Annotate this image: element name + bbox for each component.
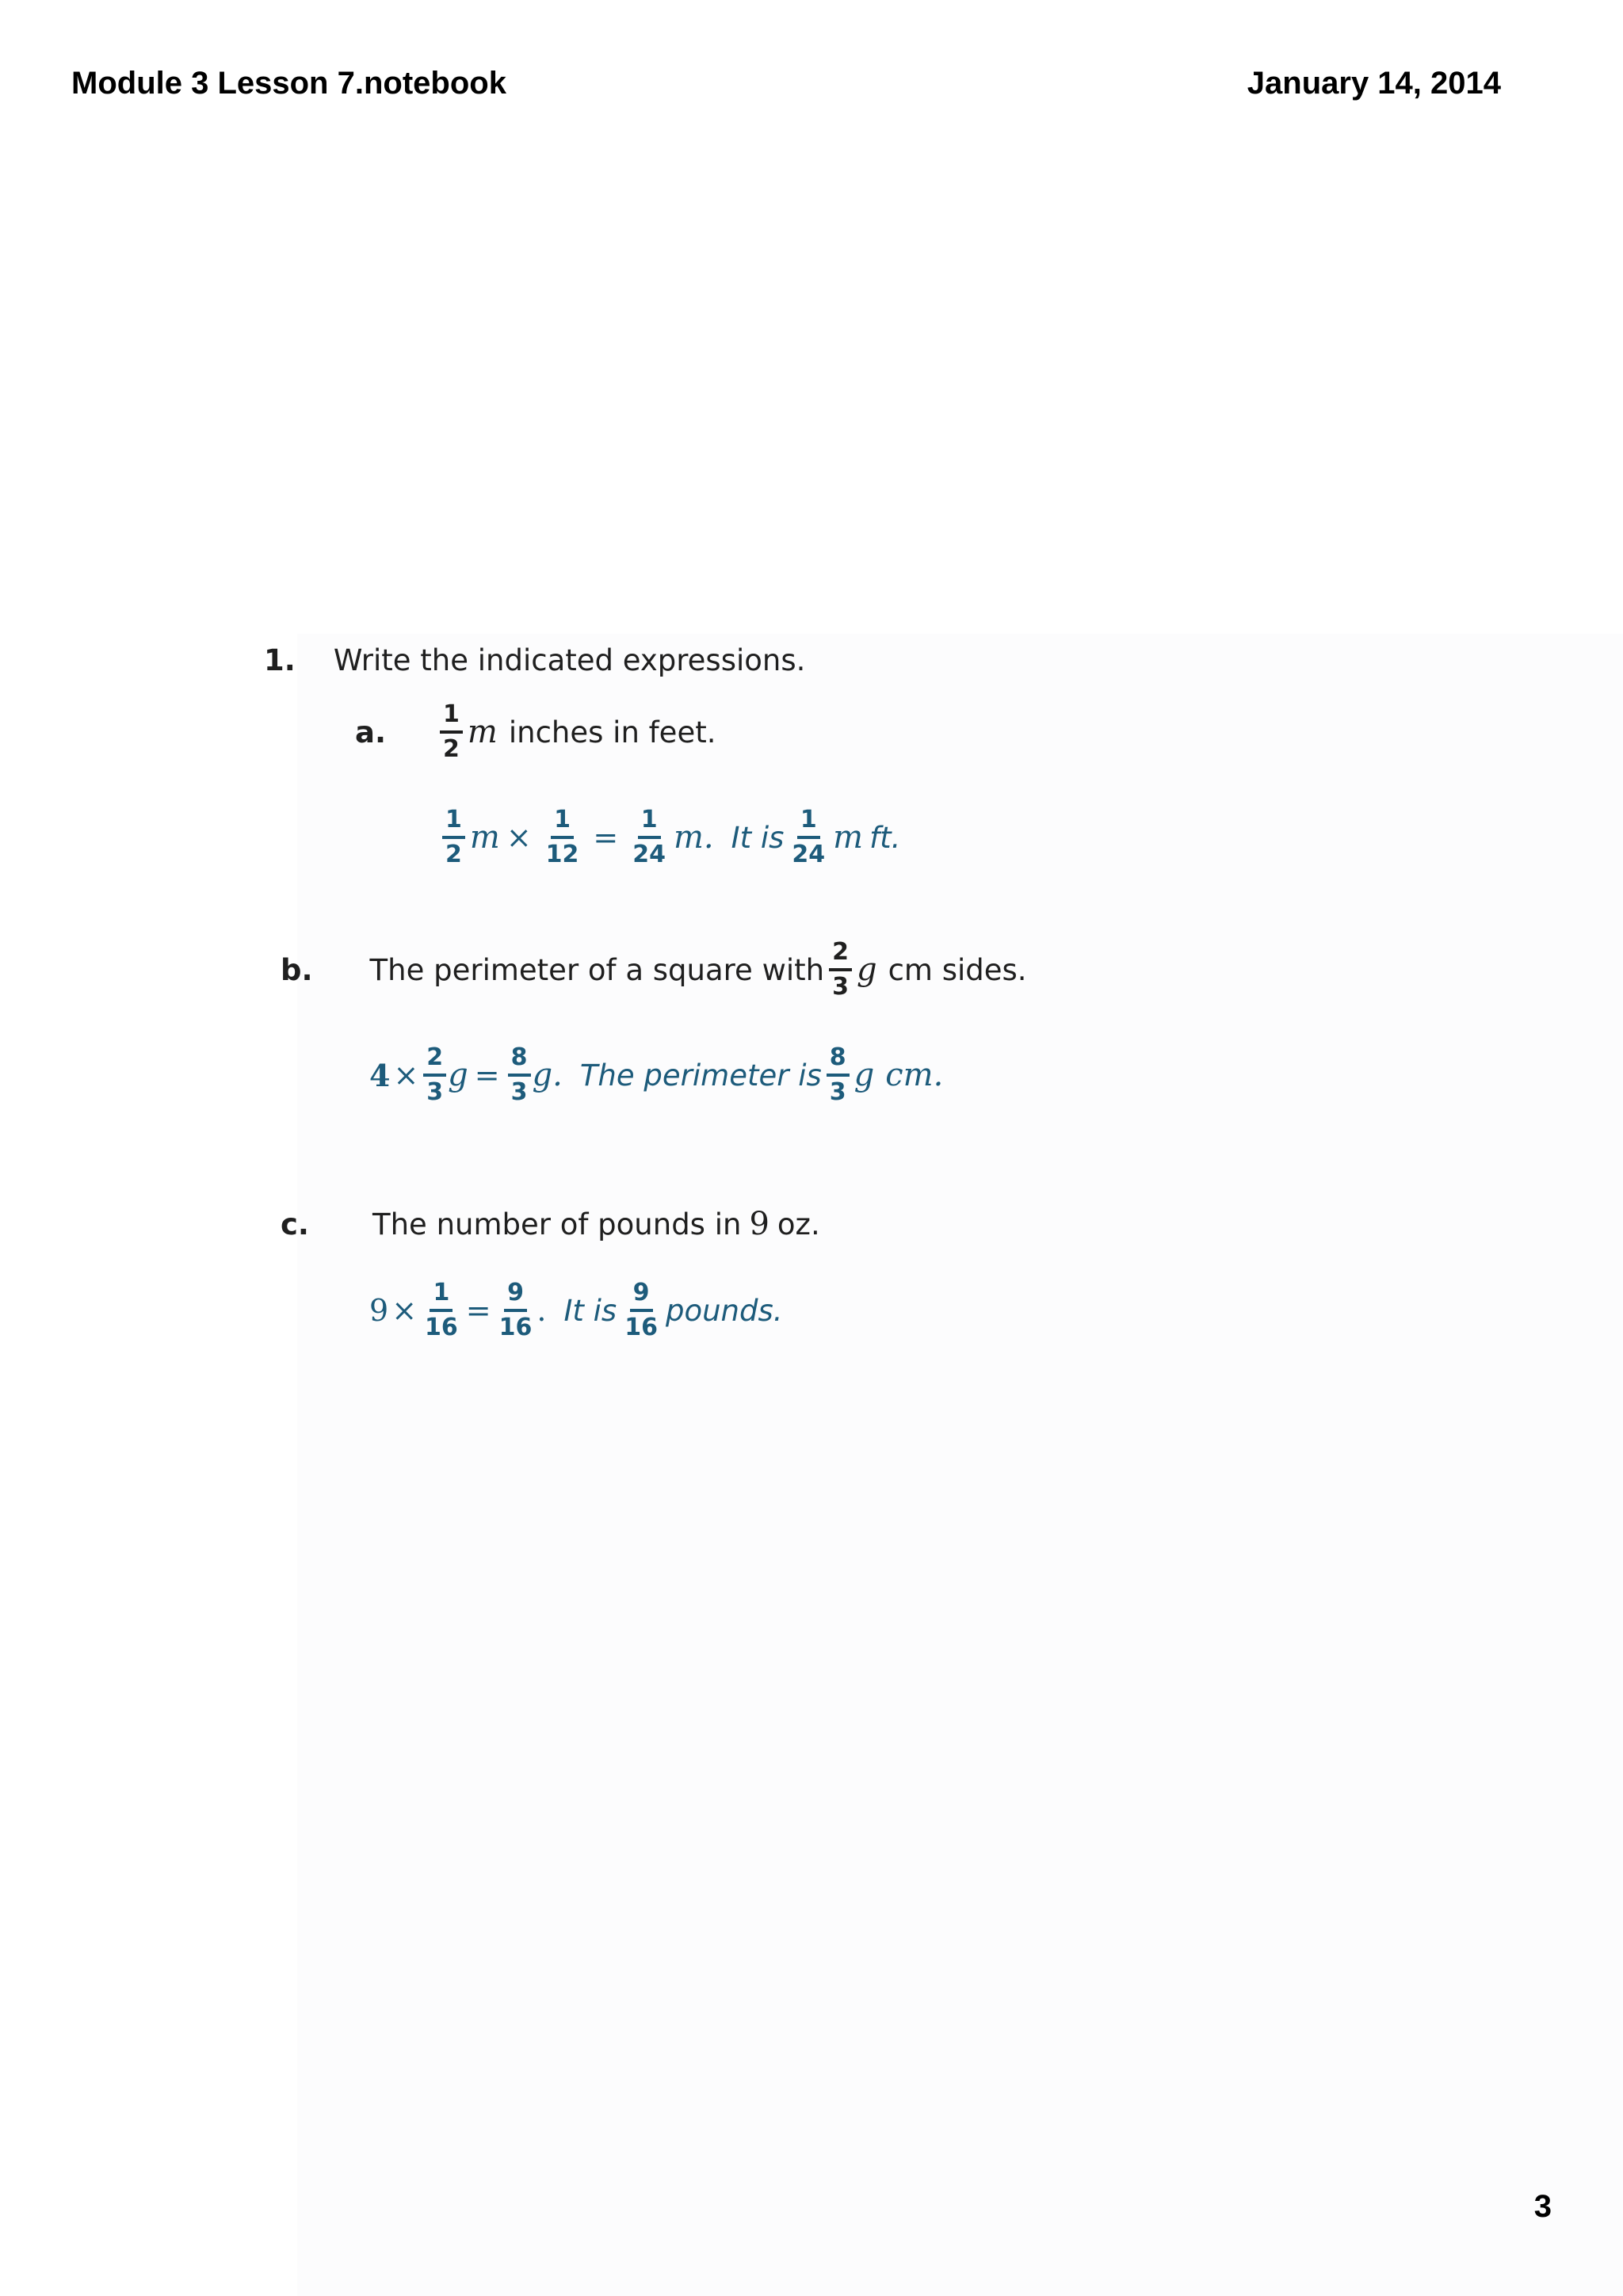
- variable: g: [448, 1057, 468, 1093]
- numerator: 8: [827, 1044, 850, 1077]
- variable: m.: [674, 819, 714, 856]
- fraction: [829, 939, 852, 1001]
- part-c-label: c.: [281, 1207, 309, 1241]
- numerator: 1: [551, 807, 574, 839]
- part-a-answer: [437, 807, 900, 868]
- fraction: [789, 807, 828, 868]
- numerator: 9: [504, 1280, 527, 1312]
- denominator: 16: [498, 1314, 533, 1341]
- denominator: 3: [829, 1078, 846, 1106]
- variable: m: [467, 714, 498, 750]
- part-c-answer: [369, 1280, 783, 1341]
- part-a-label: a.: [355, 715, 387, 749]
- denominator: 2: [443, 735, 460, 763]
- numerator: 2: [423, 1044, 446, 1077]
- problem-heading: [264, 643, 805, 677]
- fraction: [440, 701, 463, 763]
- numerator: 1: [440, 701, 463, 734]
- fraction: [543, 807, 582, 868]
- answer-text: It is: [731, 820, 785, 855]
- denominator: 3: [426, 1078, 444, 1106]
- equals-sign: =: [593, 820, 619, 855]
- notebook-title: Module 3 Lesson 7.notebook: [71, 66, 506, 101]
- part-a-prompt-text: inches in feet.: [508, 715, 716, 749]
- part-b-prompt-text: The perimeter of a square with: [369, 952, 825, 987]
- denominator: 16: [624, 1314, 658, 1341]
- denominator: 12: [545, 841, 579, 868]
- part-a-prompt: [355, 701, 716, 763]
- fraction: [621, 1280, 661, 1341]
- unit-text: pounds.: [665, 1293, 783, 1328]
- denominator: 2: [445, 841, 462, 868]
- fraction: [422, 1280, 461, 1341]
- denominator: 3: [510, 1078, 528, 1106]
- fraction: [629, 807, 669, 868]
- problem-instruction: Write the indicated expressions.: [333, 643, 806, 677]
- fraction: [496, 1280, 536, 1341]
- problem-number: 1.: [264, 643, 296, 677]
- part-b-answer: [369, 1044, 943, 1106]
- page-number: 3: [1533, 2189, 1552, 2224]
- unit-text: ft.: [869, 820, 901, 855]
- fraction: [423, 1044, 446, 1106]
- numerator: 1: [638, 807, 661, 839]
- part-c-prompt-tail: oz.: [777, 1207, 820, 1241]
- fraction: [508, 1044, 531, 1106]
- denominator: 24: [632, 841, 666, 868]
- leading-number: 9: [369, 1293, 389, 1328]
- numerator: 1: [430, 1280, 453, 1312]
- equals-sign: =: [474, 1058, 500, 1093]
- denominator: 3: [832, 973, 849, 1001]
- numerator: 1: [442, 807, 465, 839]
- fraction: [827, 1044, 850, 1106]
- numerator: 1: [797, 807, 820, 839]
- variable: m: [833, 819, 864, 856]
- variable: g: [856, 952, 877, 988]
- pasted-worksheet-image: [297, 634, 1623, 2296]
- variable: m: [469, 819, 500, 856]
- numerator: 2: [829, 939, 852, 971]
- variable: g: [854, 1057, 875, 1093]
- period: .: [537, 1293, 547, 1328]
- part-c-prompt: [281, 1206, 820, 1242]
- times-sign: ×: [391, 1293, 418, 1328]
- part-b-prompt-tail: cm sides.: [888, 952, 1027, 987]
- times-sign: ×: [506, 820, 532, 855]
- header-date: January 14, 2014: [1247, 66, 1501, 101]
- numerator: 8: [508, 1044, 531, 1077]
- fraction: [442, 807, 465, 868]
- part-c-prompt-text: The number of pounds in: [372, 1207, 742, 1241]
- part-b-label: b.: [281, 952, 313, 987]
- part-b-prompt: [281, 939, 1027, 1001]
- numerator: 9: [630, 1280, 653, 1312]
- answer-text: It is: [563, 1293, 617, 1328]
- answer-text: The perimeter is: [579, 1058, 822, 1093]
- denominator: 16: [425, 1314, 458, 1341]
- unit-text: cm.: [885, 1057, 944, 1093]
- ounce-number: 9: [749, 1206, 769, 1242]
- variable: g.: [532, 1057, 563, 1093]
- leading-number: 4: [369, 1057, 391, 1093]
- times-sign: ×: [393, 1058, 419, 1093]
- equals-sign: =: [465, 1293, 491, 1328]
- denominator: 24: [792, 841, 826, 868]
